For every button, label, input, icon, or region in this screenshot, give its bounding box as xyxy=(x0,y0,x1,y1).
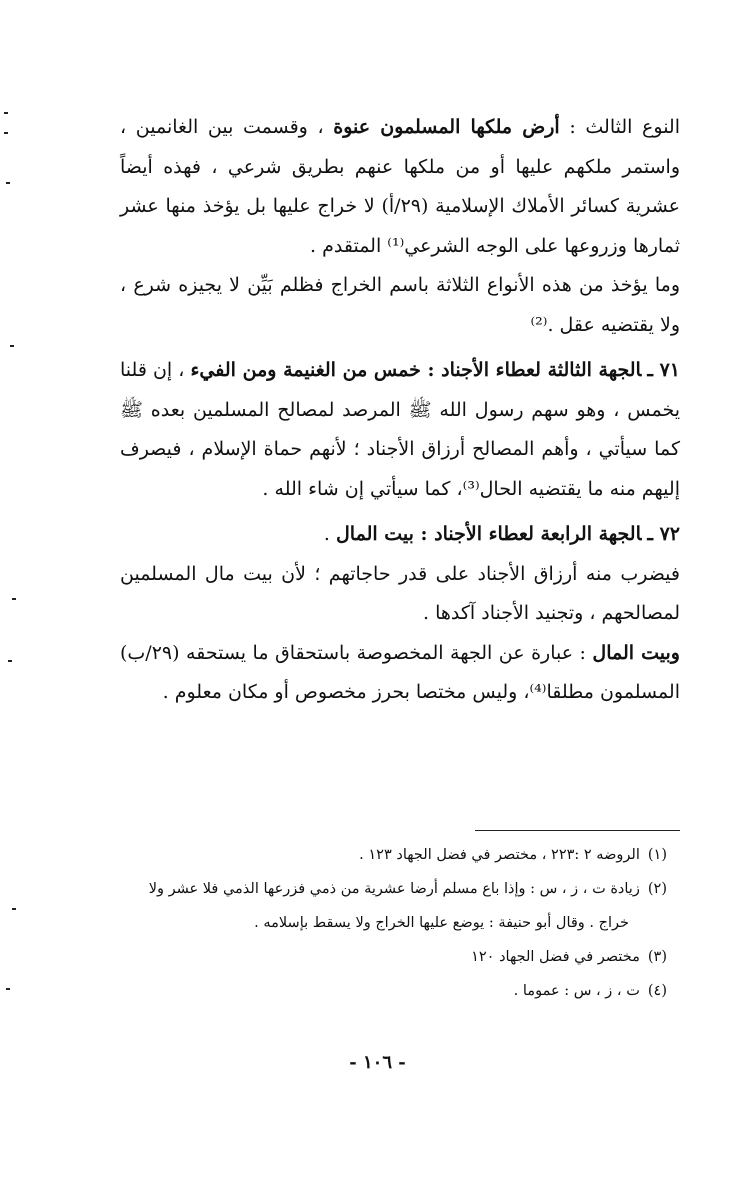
footnote-2 xyxy=(119,872,667,906)
footnotes xyxy=(119,838,667,1008)
section-71 xyxy=(120,351,680,509)
footnote-1 xyxy=(119,838,667,872)
paragraph-text: : عبارة عن الجهة المخصوصة باستحقاق ما يستحقه (٢٩/ب) المسلمون مطلقا⁽⁴⁾، وليس مختصا بحرز مخصوص أو مكان معلوم . xyxy=(120,641,680,703)
footnote-number: (٣) xyxy=(647,949,667,965)
paragraph-heading: وبيت المال xyxy=(592,641,680,664)
section-number: ٧٢ ـ xyxy=(647,523,680,545)
footnote-3 xyxy=(119,940,667,974)
section-heading: الجهة الرابعة لعطاء الأجناد : بيت المال xyxy=(335,523,642,545)
footnote-number: (١) xyxy=(647,847,667,863)
main-text xyxy=(120,108,680,713)
paragraph-heading: أرض ملكها المسلمون عنوة xyxy=(333,116,560,138)
paragraph-text: ، وقسمت بين الغانمين ، واستمر ملكهم عليها أو من ملكها عنهم بطريق شرعي ، فهذه أيضاً عشرية كسائر الأملاك الإسلامية (٢٩/أ) لا خراج عليها بل يؤخذ منها عشر ثمارها وزروعها على الوجه الشرعي⁽¹⁾ المتقدم . xyxy=(120,116,680,257)
scan-mark xyxy=(4,132,8,134)
paragraph-bayt-mal-salaries xyxy=(120,555,680,634)
section-text: . xyxy=(323,523,336,545)
paragraph-lead: النوع الثالث : xyxy=(559,116,680,138)
scan-mark xyxy=(6,182,10,184)
footnote-2-continuation: خراج . وقال أبو حنيفة : يوضع عليها الخراج ولا يسقط بإسلامه . xyxy=(254,915,629,931)
paragraph-text: فيضرب منه أرزاق الأجناد على قدر حاجاتهم ؛ لأن بيت مال المسلمين لمصالحهم ، وتجنيد الأجناد آكدها . xyxy=(120,562,680,624)
footnote-number: (٢) xyxy=(647,881,667,897)
footnote-text: زيادة ت ، ز ، س : وإذا باع مسلم أرضا عشرية من ذمي فزرعها الذمي فلا عشر ولا xyxy=(148,881,640,897)
footnote-text: الروضه ٢ :٢٢٣ ، مختصر في فضل الجهاد ١٢٣ . xyxy=(359,847,640,863)
footnote-4 xyxy=(119,974,667,1008)
scan-mark xyxy=(8,660,12,662)
section-72 xyxy=(120,515,680,555)
page-number: - ١٠٦ - xyxy=(349,1052,406,1073)
scan-mark xyxy=(12,598,16,600)
footnote-text: مختصر في فضل الجهاد ١٢٠ xyxy=(471,949,640,965)
paragraph-text: وما يؤخذ من هذه الأنواع الثلاثة باسم الخراج فظلم بَيِّن لا يجيزه شرع ، ولا يقتضيه عقل .⁽²⁾ xyxy=(120,274,680,336)
section-text: ، إن قلنا يخمس ، وهو سهم رسول الله ﷺ المرصد لمصالح المسلمين بعده ﷺ كما سيأتي ، وأهم المصالح أرزاق الأجناد ؛ لأنهم حماة الإسلام ، فيصرف إليهم منه ما يقتضيه الحال⁽³⁾، كما سيأتي إن شاء الله . xyxy=(120,359,680,500)
paragraph-bayt-mal-definition xyxy=(120,634,680,713)
section-number: ٧١ ـ xyxy=(647,359,680,381)
scan-mark xyxy=(12,908,16,910)
scan-mark xyxy=(10,345,14,347)
section-heading: الجهة الثالثة لعطاء الأجناد : خمس من الغنيمة ومن الفيء xyxy=(190,359,642,381)
paragraph-third-type xyxy=(120,108,680,266)
footnote-text: ت ، ز ، س : عموما . xyxy=(513,983,640,999)
footnote-number: (٤) xyxy=(647,983,667,999)
footnote-divider xyxy=(475,830,680,831)
scan-mark xyxy=(4,112,8,114)
paragraph-kharaj xyxy=(120,266,680,345)
scan-mark xyxy=(6,988,10,990)
